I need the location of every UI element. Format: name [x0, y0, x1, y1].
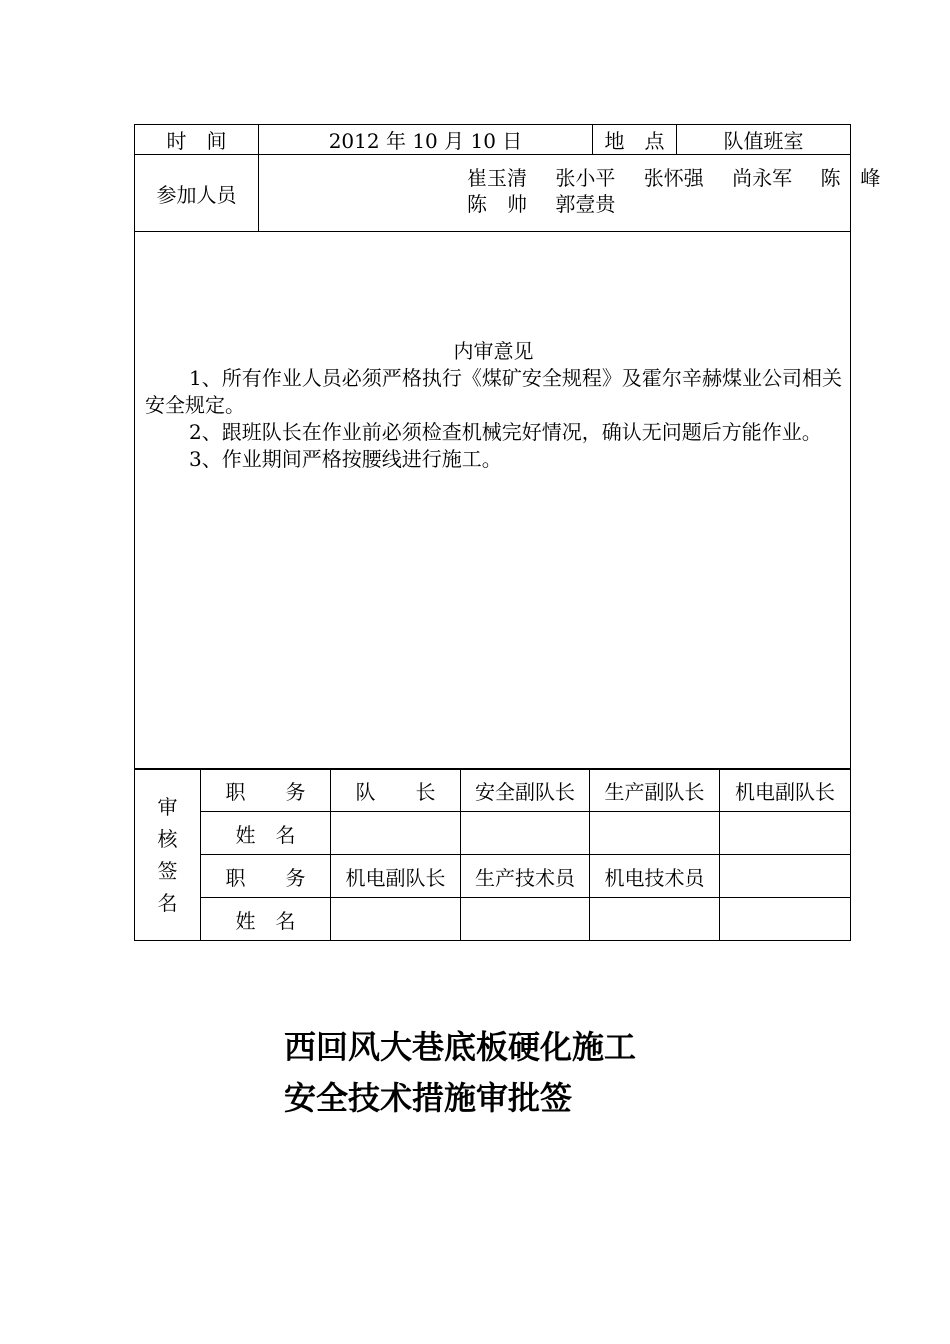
position-cell: 生产副队长 — [590, 769, 720, 812]
position-cell: 生产技术员 — [461, 855, 590, 898]
position-cell: 机电副队长 — [331, 855, 461, 898]
document-title-line-2: 安全技术措施审批签 — [284, 1079, 573, 1117]
time-label: 时 间 — [135, 125, 259, 155]
place-label: 地 点 — [593, 125, 677, 155]
signature-field[interactable] — [331, 898, 461, 941]
participant-name: 陈 峰 — [820, 166, 881, 190]
position-label: 职 务 — [201, 769, 331, 812]
name-label: 姓 名 — [201, 812, 331, 855]
review-opinion — [135, 232, 851, 770]
header-table — [134, 124, 881, 770]
position-cell: 队 长 — [331, 769, 461, 812]
review-sign-label: 审 核 签 名 — [135, 769, 201, 941]
signature-field[interactable] — [590, 898, 720, 941]
participants-row-1 — [467, 165, 881, 191]
participant-name: 张怀强 — [643, 166, 704, 190]
participant-name: 尚永军 — [732, 166, 793, 190]
signature-field[interactable] — [331, 812, 461, 855]
position-cell — [720, 855, 851, 898]
position-label: 职 务 — [201, 855, 331, 898]
participants-row-2 — [467, 191, 850, 217]
participant-name: 郭壹贵 — [555, 192, 616, 216]
participants-list — [259, 155, 881, 232]
signature-field[interactable] — [720, 812, 851, 855]
participant-name: 崔玉清 — [467, 166, 527, 190]
opinion-item: 1、所有作业人员必须严格执行《煤矿安全规程》及霍尔辛赫煤业公司相关安全规定。 — [145, 366, 842, 417]
opinion-item: 3、作业期间严格按腰线进行施工。 — [189, 447, 502, 471]
name-label: 姓 名 — [201, 898, 331, 941]
signature-field[interactable] — [461, 898, 590, 941]
participant-name: 陈 帅 — [467, 192, 527, 216]
position-cell: 机电副队长 — [720, 769, 851, 812]
signature-field[interactable] — [461, 812, 590, 855]
signature-field[interactable] — [720, 898, 851, 941]
document-title-line-1: 西回风大巷底板硬化施工 — [284, 1028, 637, 1066]
position-cell: 机电技术员 — [590, 855, 720, 898]
opinion-title: 内审意见 — [453, 339, 534, 363]
signature-table — [134, 768, 851, 941]
signature-field[interactable] — [590, 812, 720, 855]
place-value: 队值班室 — [677, 125, 851, 155]
position-cell: 安全副队长 — [461, 769, 590, 812]
participants-label: 参加人员 — [135, 155, 259, 232]
opinion-item: 2、跟班队长在作业前必须检查机械完好情况，确认无问题后方能作业。 — [189, 420, 822, 444]
time-value: 2012 年 10 月 10 日 — [259, 125, 593, 155]
participant-name: 张小平 — [555, 166, 616, 190]
